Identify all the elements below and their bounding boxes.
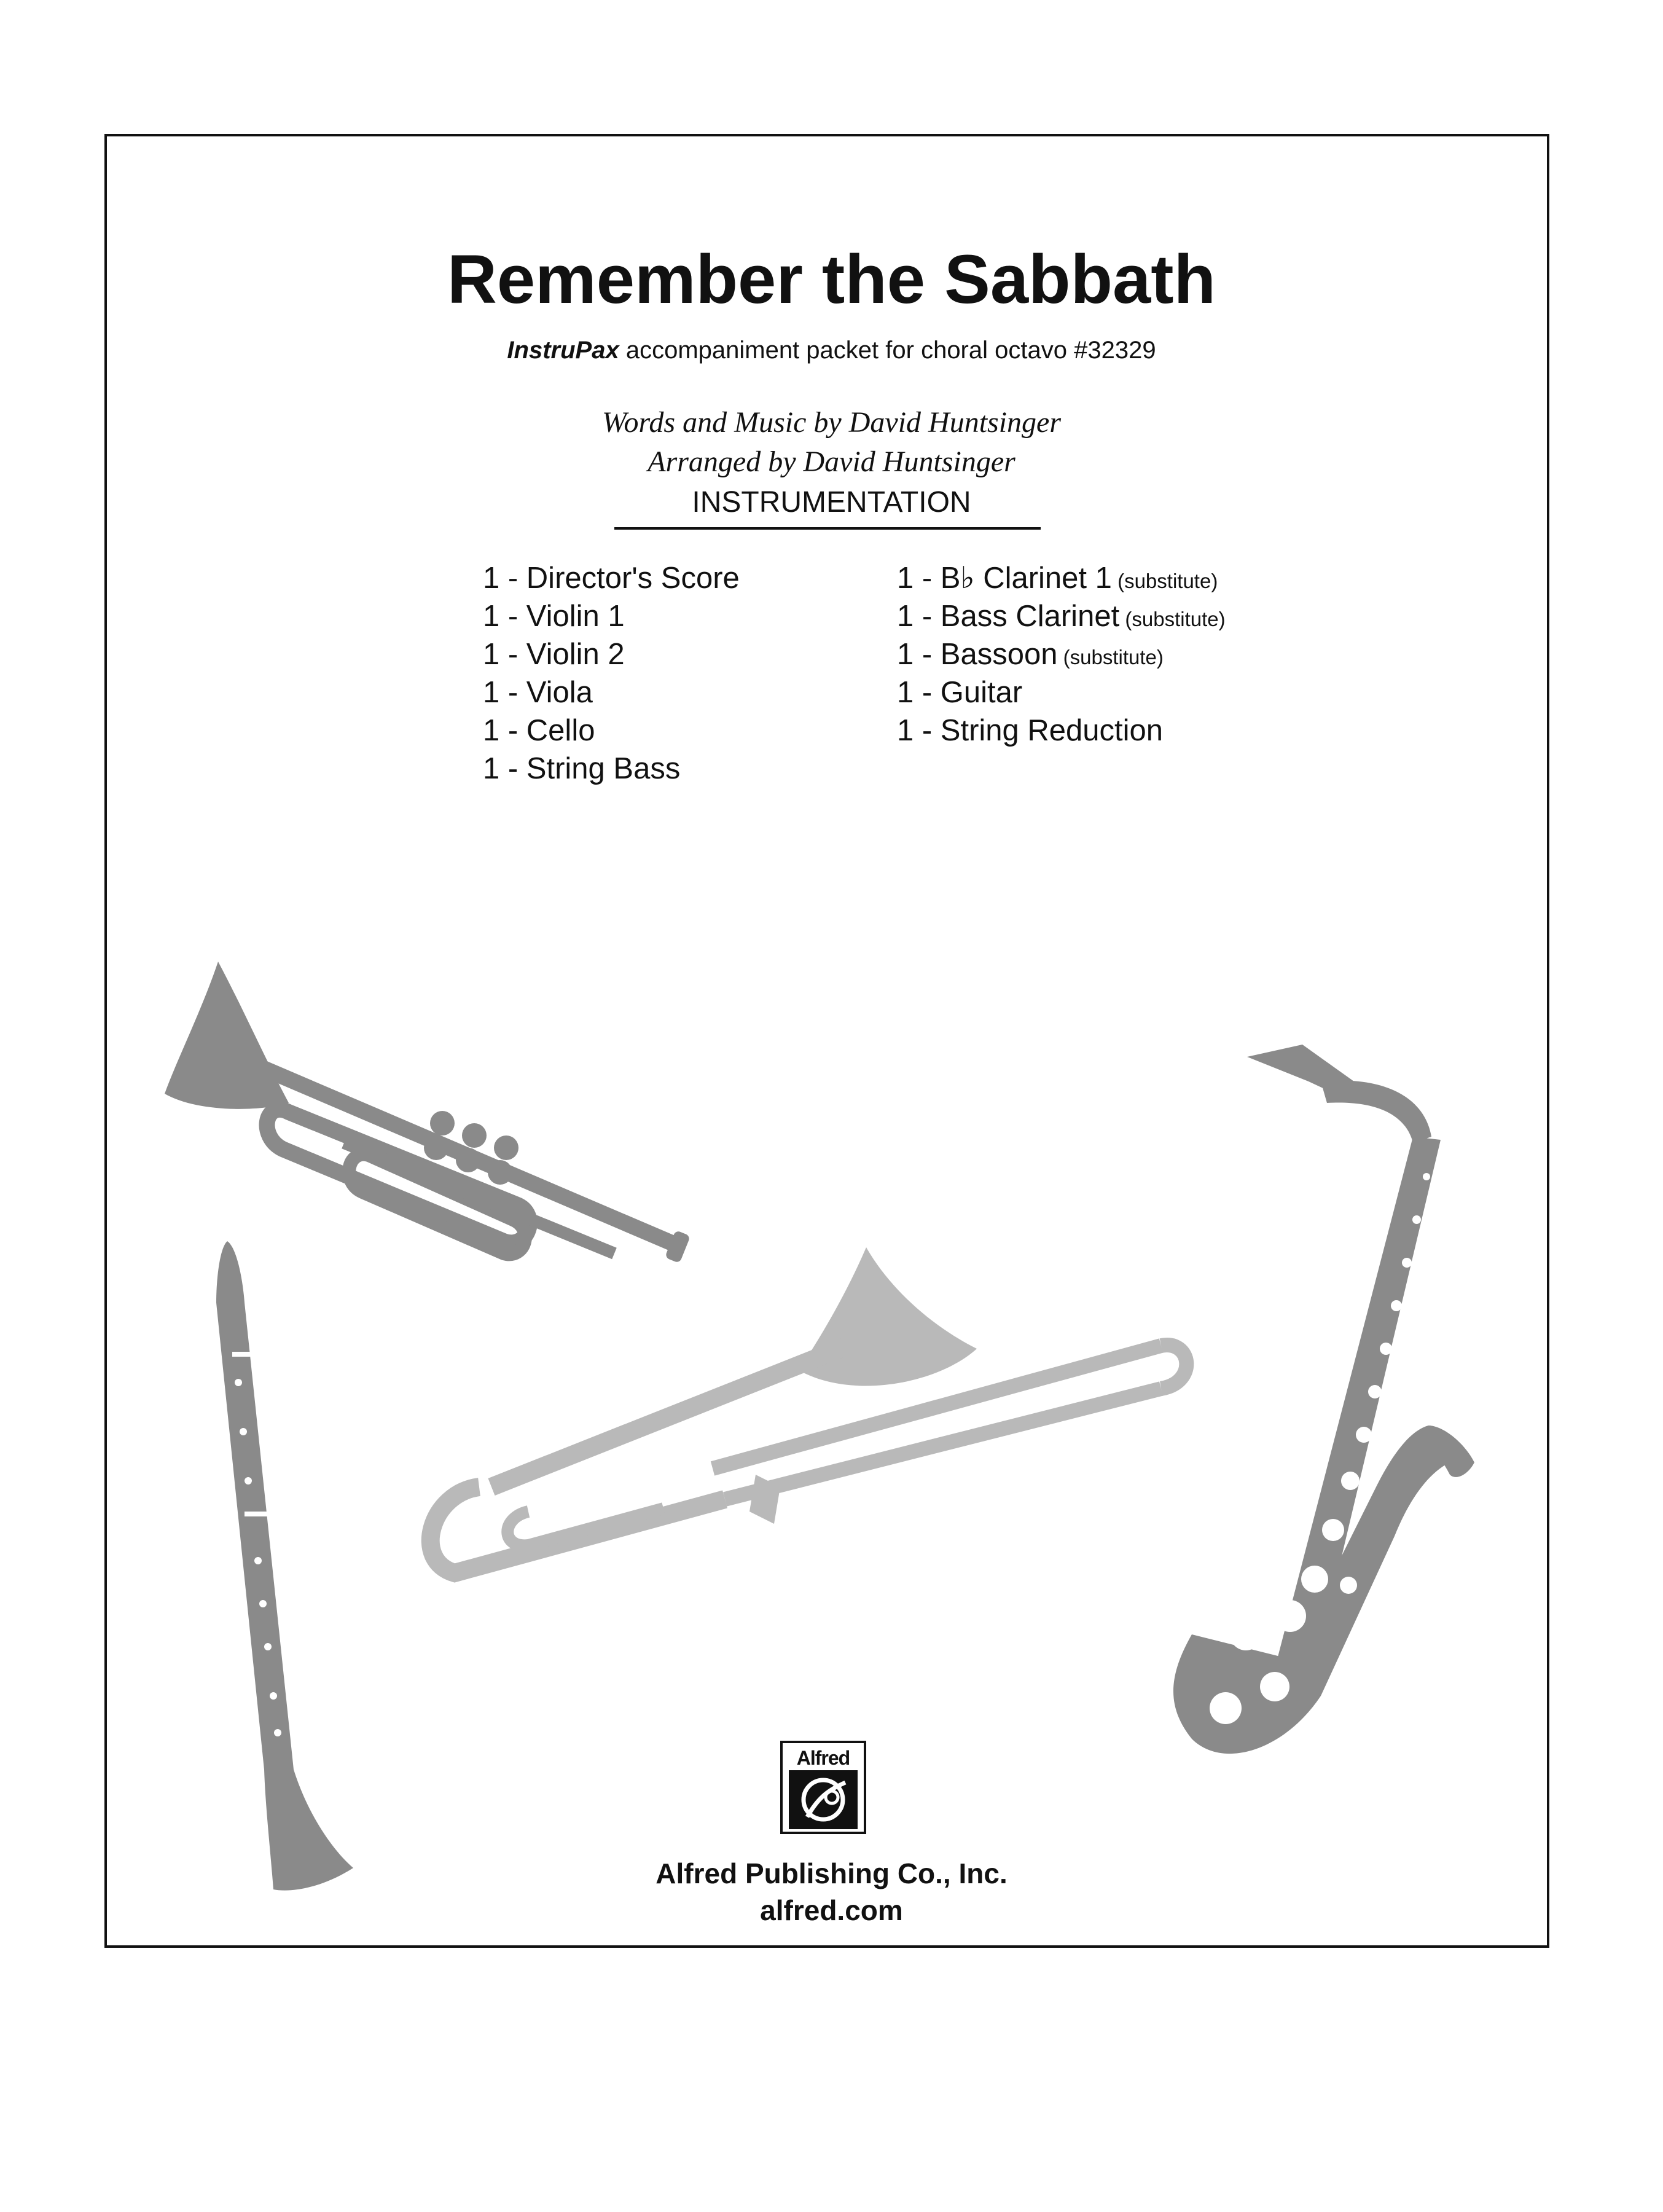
list-item-note: (substitute) (1057, 646, 1164, 669)
alfred-emblem-icon (789, 1770, 858, 1829)
list-item: 1 - Viola (483, 676, 593, 709)
list-item-note: (substitute) (1119, 608, 1226, 630)
page-title: Remember the Sabbath (447, 241, 1216, 318)
publisher-name: Alfred Publishing Co., Inc. (655, 1857, 1008, 1889)
list-item-label: 1 - Bassoon (897, 638, 1058, 671)
credit-arranged: Arranged by David Huntsinger (648, 445, 1015, 478)
list-item: 1 - Cello (483, 714, 595, 747)
list-item: 1 - Violin 1 (483, 600, 625, 633)
list-item: 1 - Director's Score (483, 562, 740, 595)
list-item-label: 1 - Guitar (897, 676, 1023, 709)
list-item: 1 - Violin 2 (483, 638, 625, 671)
publisher-website[interactable]: alfred.com (760, 1894, 903, 1926)
subtitle-text: accompaniment packet for choral octavo #32329 (619, 337, 1156, 364)
list-item-note: (substitute) (1111, 570, 1218, 592)
trombone-icon (431, 1247, 1187, 1573)
list-item-label: 1 - Bass Clarinet (897, 600, 1120, 633)
logo-word: Alfred (796, 1747, 850, 1769)
clarinet-icon (216, 1241, 353, 1891)
subtitle-brand: InstruPax (507, 337, 619, 364)
alfred-logo (780, 1741, 866, 1834)
instrumentation-heading: INSTRUMENTATION (692, 486, 971, 519)
list-item: 1 - String Bass (483, 752, 681, 785)
credit-words-music: Words and Music by David Huntsinger (601, 406, 1062, 439)
list-item-label: 1 - B♭ Clarinet 1 (897, 562, 1112, 595)
list-item-label: 1 - String Reduction (897, 714, 1164, 747)
trumpet-icon (165, 962, 691, 1263)
saxophone-icon (1173, 1045, 1474, 1754)
